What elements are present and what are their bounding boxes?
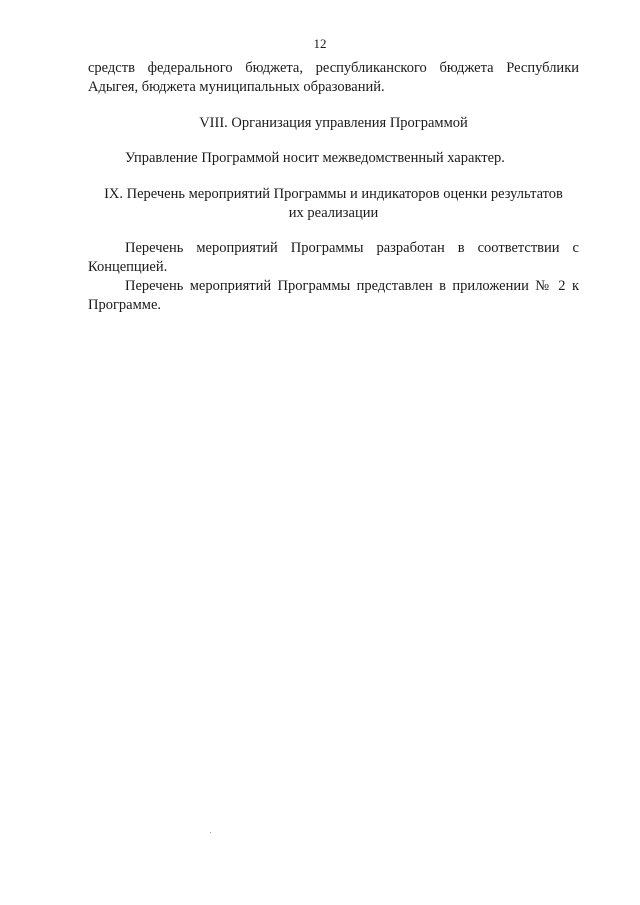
paragraph-list-appendix-line-1: Перечень мероприятий Программы представлен в приложении № 2 к	[125, 278, 579, 294]
paragraph-list-developed-line-1: Перечень мероприятий Программы разработан в соответствии с	[125, 240, 579, 256]
paragraph-management: Управление Программой носит межведомственный характер.	[125, 150, 505, 166]
paragraph-budget-line-1: средств федерального бюджета, республиканского бюджета Республики	[88, 60, 579, 76]
paragraph-list-appendix-line-2: Программе.	[88, 297, 162, 313]
page-content	[88, 59, 579, 315]
section-heading-viii: VIII. Организация управления Программой	[199, 115, 468, 131]
section-heading-ix-line-1: IX. Перечень мероприятий Программы и индикаторов оценки результатов	[104, 186, 563, 202]
scan-speck	[210, 832, 211, 833]
section-heading-ix-line-2: их реализации	[288, 205, 379, 221]
paragraph-list-developed-line-2: Концепцией.	[88, 259, 168, 275]
paragraph-budget-line-2: Адыгея, бюджета муниципальных образований.	[88, 79, 385, 95]
page-number: 12	[313, 36, 327, 51]
